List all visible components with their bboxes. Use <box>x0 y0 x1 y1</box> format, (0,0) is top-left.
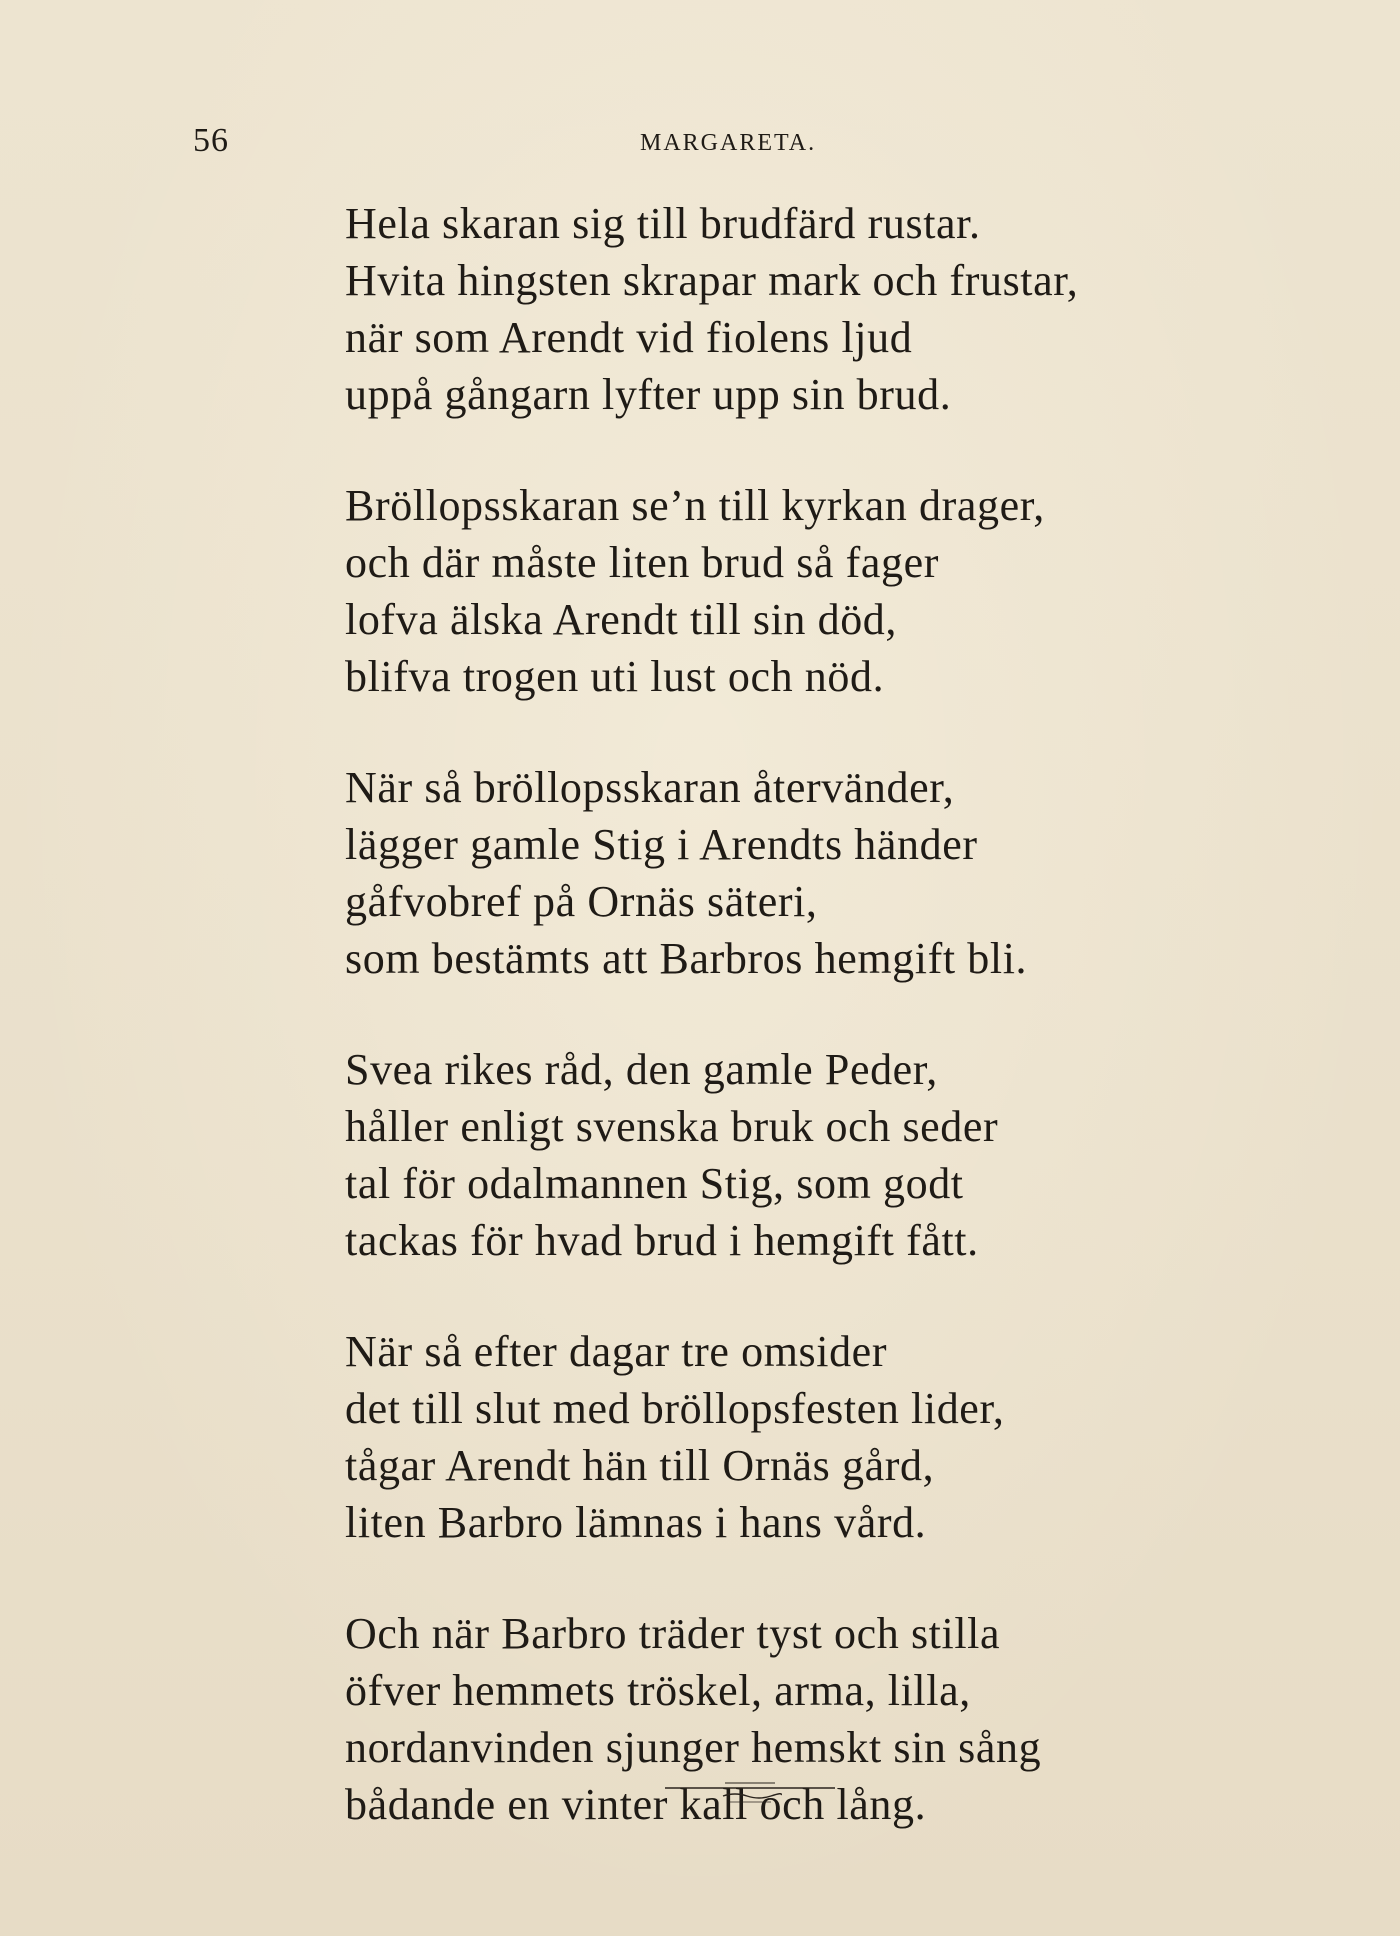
poem-line: nordanvinden sjunger hemskt sin sång <box>345 1723 1042 1772</box>
poem-line: gåfvobref på Ornäs säteri, <box>345 877 818 926</box>
stanza <box>345 1041 1295 1269</box>
poem-line: Bröllopsskaran se’n till kyrkan drager, <box>345 481 1045 530</box>
poem-line: håller enligt svenska bruk och seder <box>345 1102 999 1151</box>
poem-line: när som Arendt vid fiolens ljud <box>345 313 913 362</box>
page-number: 56 <box>193 122 229 159</box>
poem-line: När så bröllopsskaran återvänder, <box>345 763 955 812</box>
stanza <box>345 1323 1295 1551</box>
poem-line: tågar Arendt hän till Ornäs gård, <box>345 1441 935 1490</box>
stanza <box>345 477 1295 705</box>
stanza <box>345 195 1295 423</box>
poem-line: tal för odalmannen Stig, som godt <box>345 1159 964 1208</box>
poem-line: Hvita hingsten skrapar mark och frustar, <box>345 256 1079 305</box>
poem-line: Och när Barbro träder tyst och stilla <box>345 1609 1001 1658</box>
end-ornament-icon <box>665 1780 835 1810</box>
running-title: MARGARETA. <box>640 130 817 156</box>
poem-line: uppå gångarn lyfter upp sin brud. <box>345 370 952 419</box>
poem-line: och där måste liten brud så fager <box>345 538 940 587</box>
poem-line: lägger gamle Stig i Arendts händer <box>345 820 978 869</box>
poem-line: som bestämts att Barbros hemgift bli. <box>345 934 1028 983</box>
poem-line: Svea rikes råd, den gamle Peder, <box>345 1045 938 1094</box>
poem-line: Hela skaran sig till brudfärd rustar. <box>345 199 981 248</box>
poem-line: liten Barbro lämnas i hans vård. <box>345 1498 927 1547</box>
poem-line: blifva trogen uti lust och nöd. <box>345 652 885 701</box>
poem-line: öfver hemmets tröskel, arma, lilla, <box>345 1666 971 1715</box>
poem-line: lofva älska Arendt till sin död, <box>345 595 898 644</box>
poem-line: bådande en vinter kall och lång. <box>345 1780 927 1829</box>
page-header <box>0 122 1400 162</box>
poem-line: När så efter dagar tre omsider <box>345 1327 888 1376</box>
poem <box>345 195 1295 1887</box>
poem-line: tackas för hvad brud i hemgift fått. <box>345 1216 979 1265</box>
stanza <box>345 759 1295 987</box>
poem-line: det till slut med bröllopsfesten lider, <box>345 1384 1005 1433</box>
